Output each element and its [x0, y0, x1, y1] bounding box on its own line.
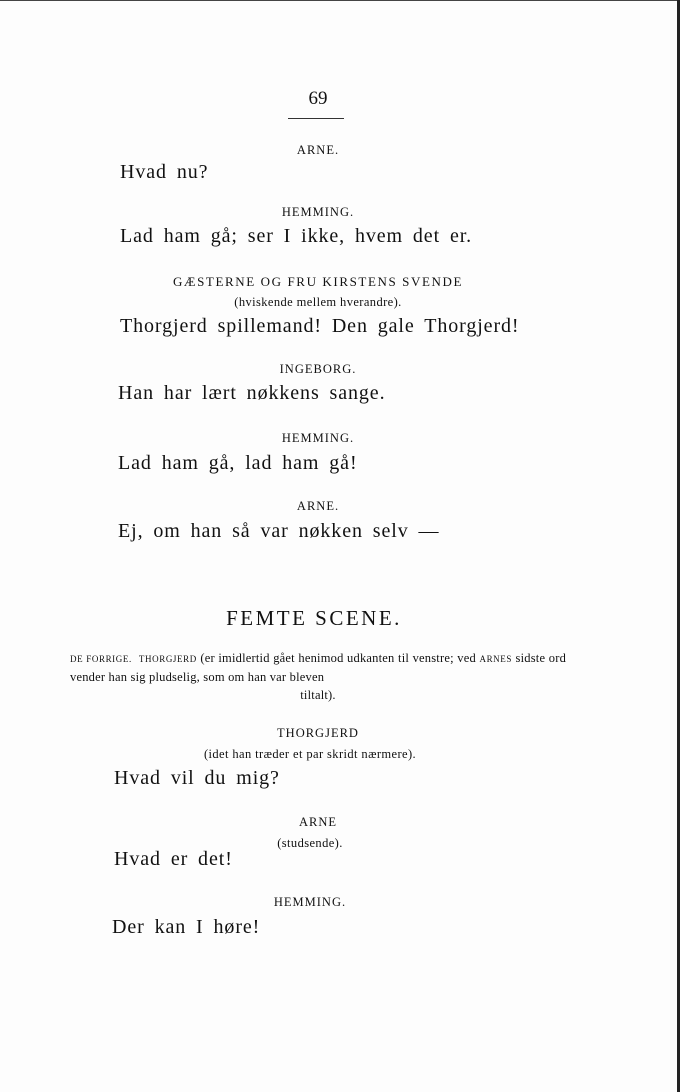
stage-smallcaps: DE FORRIGE.	[70, 654, 132, 664]
speaker-name: INGEBORG.	[279, 362, 357, 376]
stage-text: (er imidlertid gået henimod udkanten til venstre; ved	[196, 651, 480, 665]
stage-smallcaps: ARNES	[479, 654, 512, 664]
stage-text: tiltalt).	[300, 688, 336, 702]
dialogue-line: Hvad nu?	[120, 161, 209, 183]
dialogue-line: Ej, om han så var nøkken selv —	[118, 520, 440, 542]
speaker-name: ARNE.	[296, 143, 340, 157]
page-top-edge	[0, 0, 680, 1]
scene-stage-direction	[70, 649, 566, 704]
stage-smallcaps: THORGJERD	[138, 654, 197, 664]
dialogue-line: Lad ham gå; ser I ikke, hvem det er.	[120, 225, 473, 247]
dialogue-line: Lad ham gå, lad ham gå!	[118, 452, 358, 474]
stage-direction: (hviskende mellem hverandre).	[234, 295, 402, 309]
dialogue-line: Hvad er det!	[114, 848, 233, 870]
dialogue-line: Han har lært nøkkens sange.	[118, 382, 386, 404]
speaker-name: ARNE.	[296, 499, 340, 513]
stage-text: sidste ord vender han sig pludselig, som om han var bleven	[70, 651, 567, 684]
page-number-rule	[288, 118, 344, 119]
stage-direction: (studsende).	[277, 836, 343, 850]
speaker-name: HEMMING.	[273, 895, 347, 909]
page-number: 69	[308, 88, 328, 109]
dialogue-line: Thorgjerd spillemand! Den gale Thorgjerd!	[120, 315, 520, 337]
stage-direction: (idet han træder et par skridt nærmere).	[203, 747, 417, 761]
scene-title: FEMTE SCENE.	[226, 606, 402, 630]
dialogue-line: Der kan I høre!	[112, 916, 261, 938]
speaker-name: HEMMING.	[281, 431, 355, 445]
speaker-name: THORGJERD	[277, 726, 359, 740]
speaker-name: ARNE	[298, 815, 338, 829]
speaker-name: GÆSTERNE OG FRU KIRSTENS SVENDE	[172, 274, 464, 289]
dialogue-line: Hvad vil du mig?	[114, 767, 280, 789]
speaker-name: HEMMING.	[281, 205, 355, 219]
